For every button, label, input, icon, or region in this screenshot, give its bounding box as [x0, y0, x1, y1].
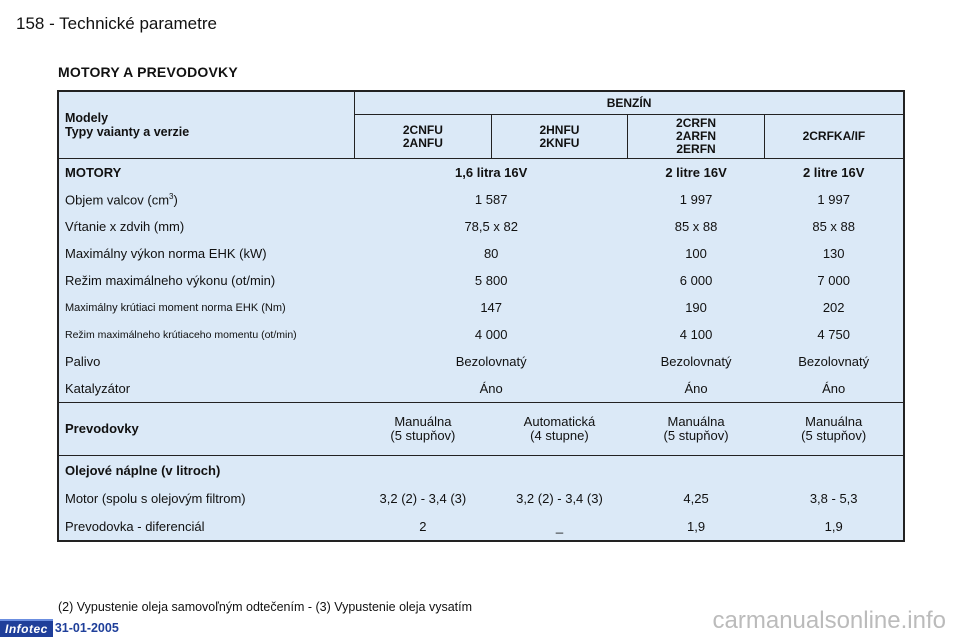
cell-line: (5 stupňov) — [801, 428, 867, 443]
models-label-line1: Modely — [65, 111, 109, 125]
variant-header — [628, 115, 765, 159]
cell-line: (4 stupne) — [530, 428, 589, 443]
row-label: Režim maximálneho krútiaceho momentu (ot/min) — [65, 328, 297, 341]
row-label: Maximálny krútiaci moment norma EHK (Nm) — [65, 301, 286, 314]
cell: 80 — [483, 246, 499, 261]
row-label: Režim maximálneho výkonu (ot/min) — [65, 273, 276, 288]
cell: 130 — [822, 246, 845, 261]
fuel-group-header: BENZÍN — [355, 91, 904, 115]
variant-code: 2ANFU — [402, 135, 443, 150]
infotec-logo: Infotec — [0, 619, 53, 637]
table-row — [58, 484, 904, 512]
variant-code: 2ERFN — [676, 142, 716, 156]
cell: 202 — [822, 300, 845, 315]
footer-date: 31-01-2005 — [54, 620, 119, 635]
cell-line: Manuálna — [667, 414, 725, 429]
cell: 78,5 x 82 — [464, 219, 518, 234]
cell: 190 — [685, 300, 707, 315]
row-label-tail: ) — [173, 192, 178, 208]
cell: Bezolovnatý — [660, 354, 732, 369]
row-label: Prevodovky — [58, 403, 355, 456]
table-row — [58, 213, 904, 240]
variant-header — [355, 115, 492, 159]
cell: Áno — [479, 381, 503, 396]
table-row — [58, 321, 904, 348]
cell — [355, 403, 492, 456]
watermark: carmanualsonline.info — [712, 607, 946, 634]
cell-line: Automatická — [523, 414, 596, 429]
cell: 147 — [480, 300, 503, 315]
row-label — [58, 186, 355, 213]
cell: 6 000 — [679, 273, 713, 288]
row-label: Maximálny výkon norma EHK (kW) — [65, 246, 267, 261]
cell: Áno — [822, 381, 846, 396]
cell: Bezolovnatý — [798, 354, 870, 369]
variant-header — [491, 115, 628, 159]
variant-header — [764, 115, 904, 159]
cell — [764, 403, 904, 456]
row-label-text: Objem valcov (cm — [65, 192, 170, 208]
row-label: Katalyzátor — [65, 381, 131, 396]
cell: Bezolovnatý — [455, 354, 527, 369]
table-row-oil-title — [58, 456, 904, 485]
table-row — [58, 294, 904, 321]
cell: 1 997 — [817, 192, 850, 207]
table-row — [58, 186, 904, 213]
footnote: (2) Vypustenie oleja samovoľným odtečením - (3) Vypustenie oleja vysatím — [58, 600, 473, 614]
cell: 3,2 (2) - 3,4 (3) — [516, 490, 603, 506]
header-row-fuel — [58, 91, 904, 115]
cell: 1,9 — [687, 518, 706, 534]
cell: 2 — [419, 518, 427, 534]
footer-brand — [0, 619, 119, 636]
table-row — [58, 348, 904, 375]
row-label: Olejové náplne (v litroch) — [58, 456, 904, 485]
cell: 3,8 - 5,3 — [809, 490, 858, 506]
table-row — [58, 267, 904, 294]
cell — [628, 403, 765, 456]
cell: 1,9 — [824, 518, 843, 534]
cell: 4 000 — [474, 327, 508, 342]
cell: 100 — [685, 246, 707, 261]
variant-code: 2CRFKA/IF — [802, 129, 866, 143]
page-title: 158 - Technické parametre — [16, 14, 217, 33]
row-label: Vŕtanie x zdvih (mm) — [65, 219, 185, 234]
row-label-sup: 3 — [169, 191, 174, 201]
cell: _ — [555, 518, 564, 534]
table-row — [58, 240, 904, 267]
cell: 1,6 litra 16V — [355, 159, 628, 187]
cell: 7 000 — [817, 273, 850, 288]
variant-code: 2CRFN — [676, 116, 717, 130]
variant-code: 2HNFU — [539, 122, 580, 137]
cell-line: Manuálna — [394, 414, 452, 429]
cell: 5 800 — [474, 273, 508, 288]
cell-line: Manuálna — [805, 414, 863, 429]
variant-code: 2KNFU — [539, 135, 580, 150]
cell: 3,2 (2) - 3,4 (3) — [379, 490, 467, 506]
models-label — [58, 91, 355, 159]
cell — [491, 403, 628, 456]
models-label-line2: Typy vaianty a verzie — [65, 125, 190, 139]
cell: 85 x 88 — [812, 219, 855, 234]
row-label: Palivo — [65, 354, 101, 369]
cell-line: (5 stupňov) — [663, 428, 729, 443]
cell: Áno — [684, 381, 708, 396]
row-label: Prevodovka - diferenciál — [65, 518, 205, 534]
variant-code: 2CNFU — [402, 122, 443, 137]
cell: 4,25 — [683, 490, 709, 506]
cell-line: (5 stupňov) — [390, 428, 456, 443]
spec-table — [57, 90, 905, 542]
section-title: MOTORY A PREVODOVKY — [58, 64, 238, 80]
table-row-motory — [58, 159, 904, 187]
table-row — [58, 512, 904, 541]
cell: 85 x 88 — [674, 219, 718, 234]
cell: 2 litre 16V — [764, 159, 904, 187]
cell: 2 litre 16V — [628, 159, 765, 187]
cell: 4 750 — [817, 327, 850, 342]
row-label: MOTORY — [58, 159, 355, 187]
variant-code: 2ARFN — [676, 129, 717, 143]
table-row-prevodovky — [58, 403, 904, 456]
row-label: Motor (spolu s olejovým filtrom) — [65, 490, 246, 506]
cell: 1 587 — [474, 192, 508, 207]
cell: 4 100 — [679, 327, 713, 342]
cell: 1 997 — [679, 192, 713, 207]
table-row — [58, 375, 904, 403]
